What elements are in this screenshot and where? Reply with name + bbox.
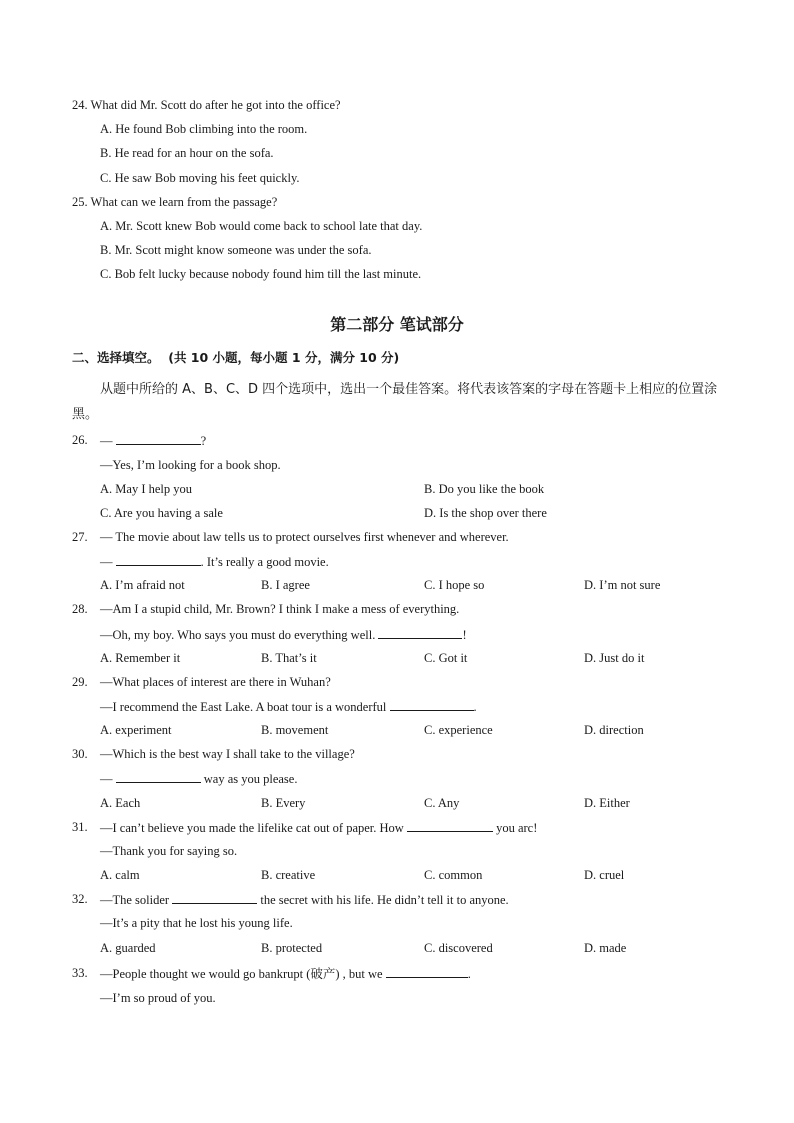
question-32-option-d: D. made <box>584 941 627 955</box>
question-24-option-c: C. He saw Bob moving his feet quickly. <box>100 171 300 185</box>
question-26-number: 26. <box>72 433 88 447</box>
question-24-stem: 24. What did Mr. Scott do after he got into the office? <box>72 98 341 112</box>
question-30-option-a: A. Each <box>100 796 141 810</box>
question-33-number: 33. <box>72 966 88 980</box>
question-25-stem: 25. What can we learn from the passage? <box>72 195 278 209</box>
question-27-option-c: C. I hope so <box>424 578 485 592</box>
question-30-option-b: B. Every <box>261 796 306 810</box>
question-31-option-c: C. common <box>424 868 483 882</box>
question-30-number: 30. <box>72 747 88 761</box>
question-27-option-b: B. I agree <box>261 578 310 592</box>
question-28-option-a: A. Remember it <box>100 651 181 665</box>
section-heading <box>72 350 399 366</box>
answer-blank <box>407 819 493 832</box>
question-31-option-b: B. creative <box>261 868 316 882</box>
section-score-note: (共 10 小题，每小题 1 分，满分 10 分) <box>168 350 400 365</box>
question-29-option-c: C. experience <box>424 723 493 737</box>
question-25-option-c: C. Bob felt lucky because nobody found him till the last minute. <box>100 267 422 281</box>
question-25-option-b: B. Mr. Scott might know someone was under the sofa. <box>100 243 372 257</box>
question-29-line-2: —I recommend the East Lake. A boat tour is a wonderful . <box>100 700 477 714</box>
question-30-option-d: D. Either <box>584 796 630 810</box>
question-33-line-1: —People thought we would go bankrupt (破产) , but we . <box>100 967 471 981</box>
question-28-option-d: D. Just do it <box>584 651 645 665</box>
question-26-option-c: C. Are you having a sale <box>100 506 223 520</box>
answer-blank <box>390 698 474 711</box>
question-28-line-1: —Am I a stupid child, Mr. Brown? I think I make a mess of everything. <box>100 602 460 616</box>
answer-blank <box>386 965 468 978</box>
question-27-option-d: D. I’m not sure <box>584 578 661 592</box>
question-28-option-b: B. That’s it <box>261 651 317 665</box>
question-32-option-c: C. discovered <box>424 941 493 955</box>
question-32-option-a: A. guarded <box>100 941 156 955</box>
question-27-line-1: — The movie about law tells us to protect ourselves first whenever and wherever. <box>100 530 509 544</box>
question-26-line-1: — ? <box>100 434 207 448</box>
question-27-line-2: — . It’s really a good movie. <box>100 555 329 569</box>
question-29-option-d: D. direction <box>584 723 644 737</box>
answer-blank <box>172 891 257 904</box>
answer-blank <box>116 770 201 783</box>
question-32-number: 32. <box>72 892 88 906</box>
question-31-option-d: D. cruel <box>584 868 625 882</box>
question-32-line-2: —It’s a pity that he lost his young life. <box>100 916 293 930</box>
question-30-line-2: — way as you please. <box>100 772 298 786</box>
question-24-option-a: A. He found Bob climbing into the room. <box>100 122 308 136</box>
question-26-line-2: —Yes, I’m looking for a book shop. <box>100 458 281 472</box>
question-28-option-c: C. Got it <box>424 651 468 665</box>
question-26-option-a: A. May I help you <box>100 482 192 496</box>
question-33-line-2: —I’m so proud of you. <box>100 991 216 1005</box>
question-29-number: 29. <box>72 675 88 689</box>
section-instructions: 从题中所给的 A、B、C、D 四个选项中，选出一个最佳答案。将代表该答案的字母在答题卡上相应的位置涂黑。 <box>72 382 718 422</box>
question-25-option-a: A. Mr. Scott knew Bob would come back to school late that day. <box>100 219 423 233</box>
question-26-option-d: D. Is the shop over there <box>424 506 547 520</box>
question-28-line-2: —Oh, my boy. Who says you must do everything well. ! <box>100 628 467 642</box>
question-31-option-a: A. calm <box>100 868 140 882</box>
question-27-option-a: A. I’m afraid not <box>100 578 185 592</box>
question-26-option-b: B. Do you like the book <box>424 482 545 496</box>
question-27-number: 27. <box>72 530 88 544</box>
question-29-option-a: A. experiment <box>100 723 172 737</box>
question-30-option-c: C. Any <box>424 796 460 810</box>
question-31-line-2: —Thank you for saying so. <box>100 844 238 858</box>
question-31-number: 31. <box>72 820 88 834</box>
answer-blank <box>116 432 201 445</box>
question-32-line-1: —The solider the secret with his life. He didn’t tell it to anyone. <box>100 893 509 907</box>
part-title: 第二部分 笔试部分 <box>330 315 464 334</box>
question-30-line-1: —Which is the best way I shall take to the village? <box>100 747 355 761</box>
question-32-option-b: B. protected <box>261 941 323 955</box>
question-28-number: 28. <box>72 602 88 616</box>
section-heading-text: 二、选择填空。 <box>72 350 160 365</box>
question-24-option-b: B. He read for an hour on the sofa. <box>100 146 274 160</box>
question-31-line-1: —I can’t believe you made the lifelike cat out of paper. How you arc! <box>100 821 538 835</box>
answer-blank <box>378 626 462 639</box>
answer-blank <box>116 553 201 566</box>
question-29-line-1: —What places of interest are there in Wuhan? <box>100 675 331 689</box>
question-29-option-b: B. movement <box>261 723 329 737</box>
